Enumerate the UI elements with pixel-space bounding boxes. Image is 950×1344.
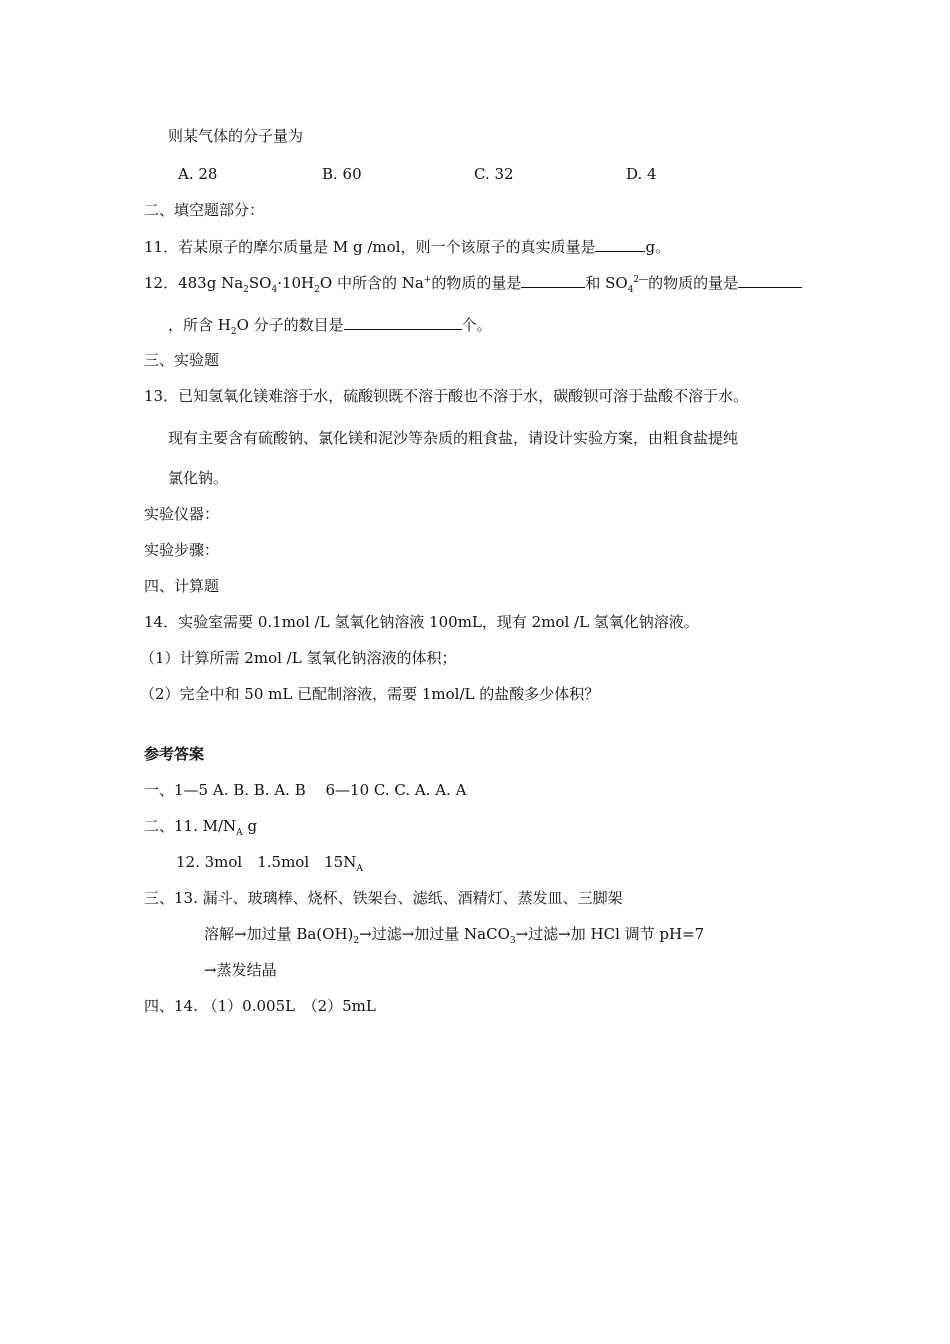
answer-text: →过滤→加过量 NaCO [359, 925, 510, 943]
q12-subscript: 4 [271, 285, 278, 295]
section-2-title: 二、填空题部分： [144, 201, 265, 219]
answer-11 [144, 816, 257, 836]
answer-13-steps-end: →蒸发结晶 [204, 961, 277, 979]
answer-subscript: 3 [509, 936, 516, 946]
question-11 [144, 236, 670, 257]
answer-subscript: A [236, 828, 243, 838]
q13-line3: 氯化钠。 [168, 469, 229, 487]
q12-text: O 分子的数目是 [236, 316, 344, 334]
q10-option-c: C. 32 [474, 165, 514, 183]
q14-sub2: （2）完全中和 50 mL 已配制溶液，需要 1mol/L 的盐酸多少体积？ [140, 685, 600, 703]
answer-text: →过滤→加 HCl 调节 pH=7 [515, 925, 705, 943]
q13-instruments-label: 实验仪器： [144, 505, 220, 523]
q11-answer-blank [595, 236, 645, 252]
q12-text: 的物质的量是 [648, 274, 739, 292]
q12-text: ·10H [277, 274, 315, 292]
answer-subscript: A [356, 864, 363, 874]
q12-na-amount-blank [521, 272, 585, 288]
q13-steps-label: 实验步骤： [144, 541, 220, 559]
answer-text: 12. 3mol 1.5mol 15N [176, 853, 357, 871]
q12-text: 个。 [461, 316, 492, 334]
question-12-line2 [168, 314, 492, 335]
q10-option-d: D. 4 [626, 165, 657, 183]
q12-subscript: 4 [627, 285, 634, 295]
q10-option-b: B. 60 [322, 165, 362, 183]
q12-text: O 中所含的 Na [319, 274, 424, 292]
answer-1-10: 一、1—5 A. B. B. A. B 6—10 C. C. A. A. A [144, 781, 467, 799]
q12-subscript: 2 [314, 285, 320, 295]
answer-13-instruments: 三、13. 漏斗、玻璃棒、烧杯、铁架台、滤纸、酒精灯、蒸发皿、三脚架 [144, 889, 623, 907]
q13-line2: 现有主要含有硫酸钠、氯化镁和泥沙等杂质的粗食盐，请设计实验方案，由粗食盐提纯 [168, 429, 739, 447]
question-12-line1 [144, 272, 802, 293]
q12-so4-amount-blank [738, 272, 802, 288]
q14-line1: 14．实验室需要 0.1mol /L 氢氧化钠溶液 100mL，现有 2mol /L 氢氧化钠溶液。 [144, 613, 699, 631]
answer-text: g [242, 817, 258, 835]
answer-text: 二、11. M/N [144, 817, 237, 835]
answer-text: 溶解→加过量 Ba(OH) [204, 925, 354, 943]
q12-h2o-count-blank [344, 314, 462, 330]
q10-option-a: A. 28 [178, 165, 218, 183]
q10-stem: 则某气体的分子量为 [168, 127, 304, 145]
q12-subscript: 2 [243, 285, 249, 295]
q12-text: SO [248, 274, 272, 292]
answer-subscript: 2 [353, 936, 360, 946]
answer-13-steps [204, 924, 704, 944]
q12-text: ，所含 H [168, 316, 231, 334]
q12-superscript: + [423, 275, 432, 285]
answer-14: 四、14. （1）0.005L （2）5mL [144, 997, 376, 1015]
q12-text: 12．483g Na [144, 274, 244, 292]
answer-12 [176, 852, 363, 872]
q11-prefix: 11．若某原子的摩尔质量是 M g /mol，则一个该原子的真实质量是 [144, 238, 596, 256]
q13-line1: 13．已知氢氧化镁难溶于水，硫酸钡既不溶于酸也不溶于水，碳酸钡可溶于盐酸不溶于水。 [144, 387, 749, 405]
q12-subscript: 2 [230, 327, 237, 337]
q12-superscript: 2― [633, 275, 649, 285]
q14-sub1: （1）计算所需 2mol /L 氢氧化钠溶液的体积； [140, 649, 457, 667]
q11-suffix: g。 [645, 238, 671, 256]
section-4-title: 四、计算题 [144, 577, 220, 595]
section-3-title: 三、实验题 [144, 351, 220, 369]
q12-text: 的物质的量是 [431, 274, 522, 292]
answers-title: 参考答案 [144, 745, 205, 763]
q12-text: 和 SO [585, 274, 628, 292]
